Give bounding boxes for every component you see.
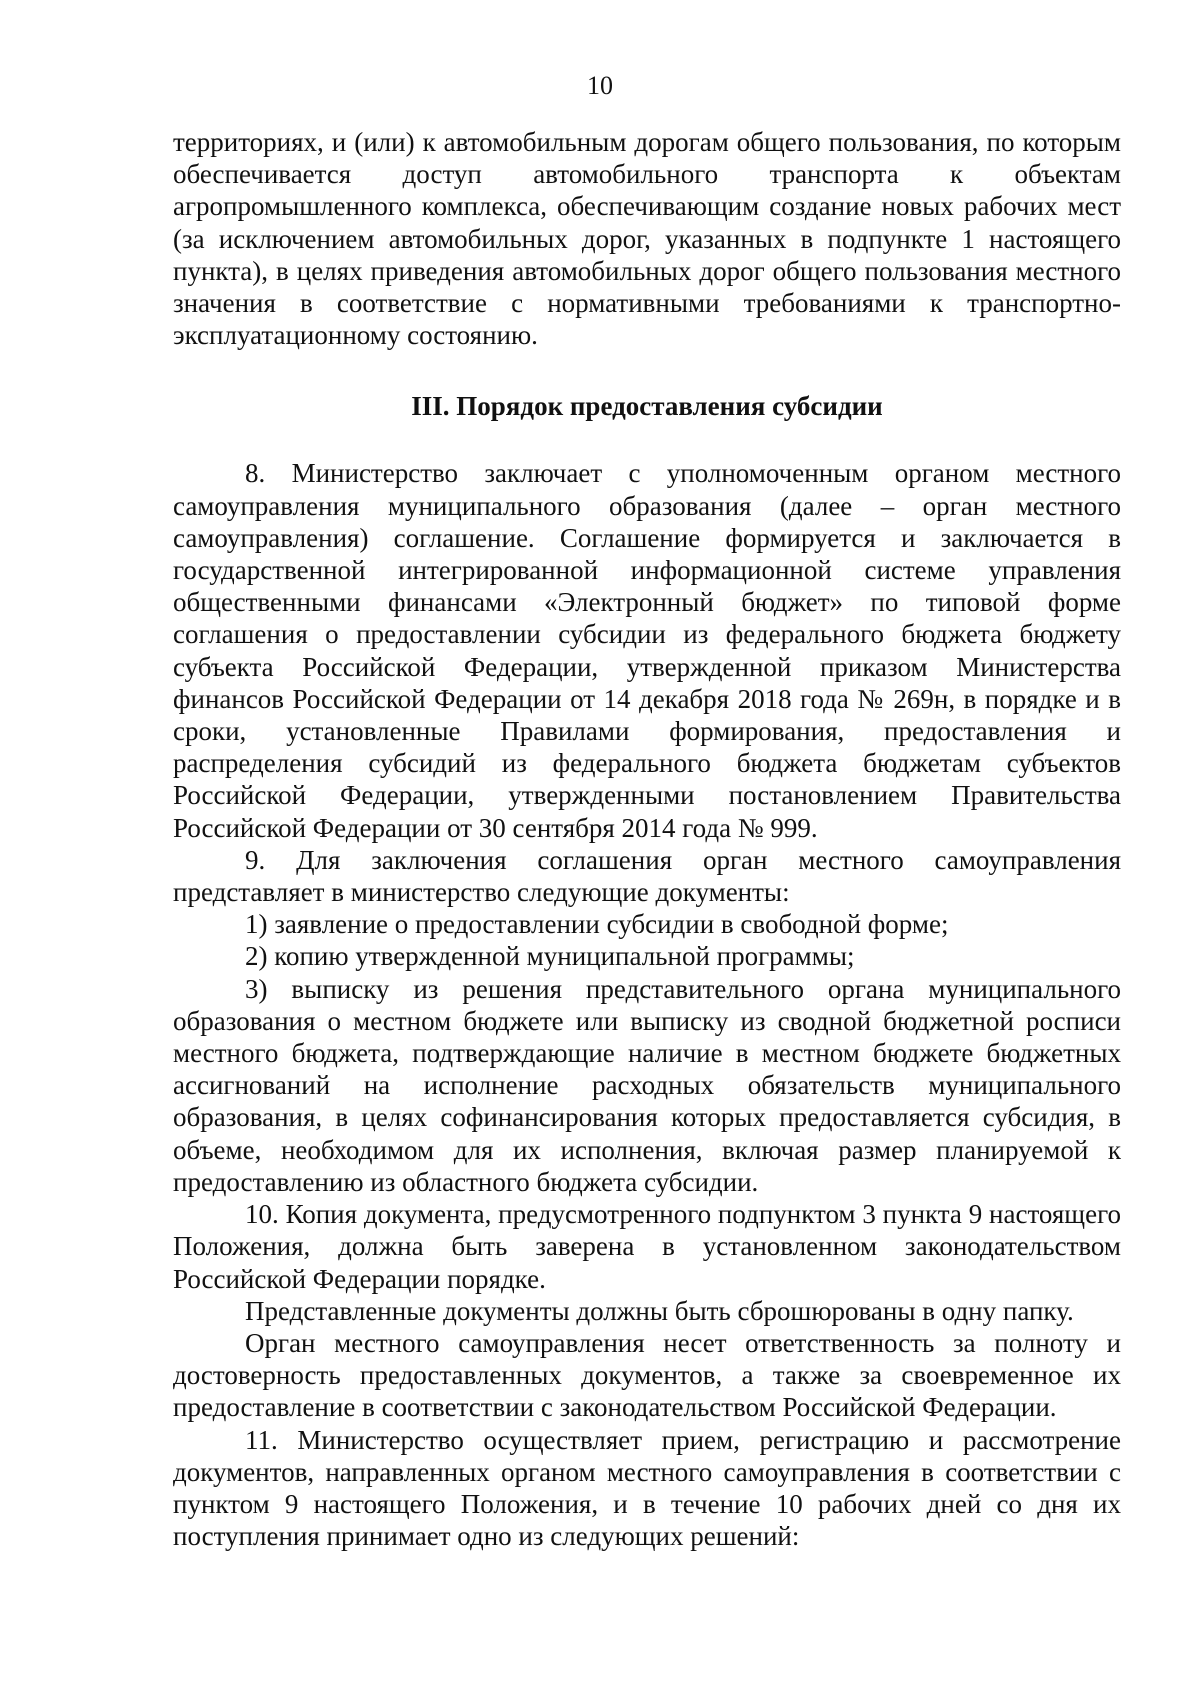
paragraph-10: 10. Копия документа, предусмотренного подпунктом 3 пункта 9 настоящего Положения, должна быть заверена в установленном законодательством Российской Федерации порядке.	[173, 1199, 1121, 1294]
paragraph-9-item-1: 1) заявление о предоставлении субсидии в свободной форме;	[245, 909, 949, 940]
paragraph-9-item-2: 2) копию утвержденной муниципальной программы;	[245, 941, 855, 972]
paragraph-responsibility: Орган местного самоуправления несет ответственность за полноту и достоверность предоставленных документов, а также за своевременное их предоставление в соответствии с законодательством Российской Федерации.	[173, 1327, 1121, 1423]
intro-paragraph: территориях, и (или) к автомобильным дорогам общего пользования, по которым обеспечивается доступ автомобильного транспорта к объектам агропромышленного комплекса, обеспечивающим создание новых рабочих мест (за исключением автомобильных дорог, указанных в подпункте 1 настоящего пункта), в целях приведения автомобильных дорог общего пользования местного значения в соответствие с нормативными требованиями к транспортно-эксплуатационному состоянию.	[173, 127, 1121, 351]
page-number: 10	[587, 71, 613, 100]
paragraph-9: 9. Для заключения соглашения орган местного самоуправления представляет в министерство следующие документы:	[173, 844, 1121, 908]
section-heading: III. Порядок предоставления субсидии	[411, 391, 883, 422]
paragraph-11: 11. Министерство осуществляет прием, регистрацию и рассмотрение документов, направленных органом местного самоуправления в соответствии с пунктом 9 настоящего Положения, и в течение 10 рабочих дней со дня их поступления принимает одно из следующих решений:	[173, 1424, 1121, 1552]
paragraph-9-item-3: 3) выписку из решения представительного органа муниципального образования о местном бюджете или выписку из сводной бюджетной росписи местного бюджета, подтверждающие наличие в местном бюджете бюджетных ассигнований на исполнение расходных обязательств муниципального образования, в целях софинансирования которых предоставляется субсидия, в объеме, необходимом для их исполнения, включая размер планируемой к предоставлению из областного бюджета субсидии.	[173, 973, 1121, 1197]
paragraph-binding-note: Представленные документы должны быть сброшюрованы в одну папку.	[245, 1295, 1074, 1326]
document-body	[173, 126, 1121, 1552]
paragraph-8: 8. Министерство заключает с уполномоченным органом местного самоуправления муниципального образования (далее – орган местного самоуправления) соглашение. Соглашение формируется и заключается в государственной интегрированной информационной системе управления общественными финансами «Электронный бюджет» по типовой форме соглашения о предоставлении субсидии из федерального бюджета бюджету субъекта Российской Федерации, утвержденной приказом Министерства финансов Российской Федерации от 14 декабря 2018 года № 269н, в порядке и в сроки, установленные Правилами формирования, предоставления и распределения субсидий из федерального бюджета бюджетам субъектов Российской Федерации, утвержденными постановлением Правительства Российской Федерации от 30 сентября 2014 года № 999.	[173, 458, 1121, 843]
